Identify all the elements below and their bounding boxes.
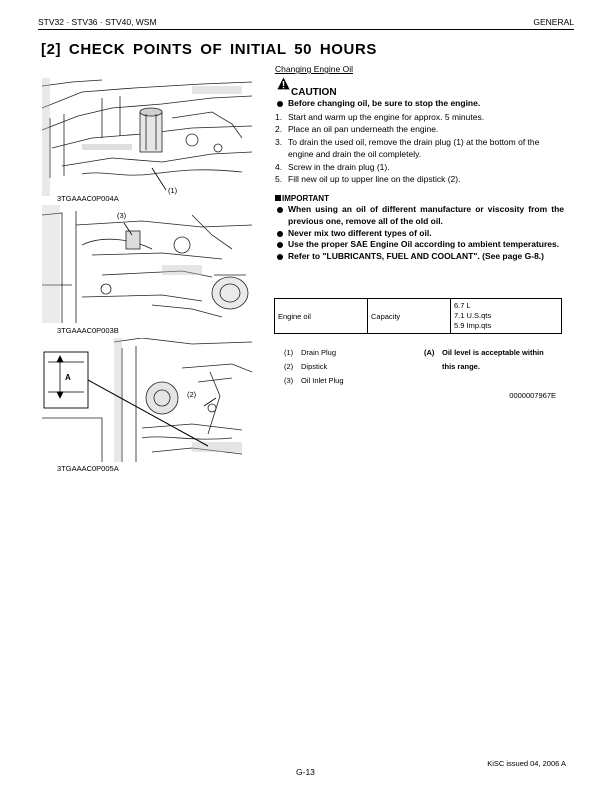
step-item xyxy=(275,123,564,135)
important-item-text: Never mix two different types of oil. xyxy=(288,227,432,238)
table-cell-item: Engine oil xyxy=(275,299,368,334)
header-models: STV32 · STV36 · STV40, WSM xyxy=(38,17,157,27)
important-item xyxy=(275,204,564,228)
header-section: GENERAL xyxy=(533,17,574,27)
steps-list xyxy=(275,111,564,185)
caution-item-text: Before changing oil, be sure to stop the engine. xyxy=(288,98,481,108)
figure-callout-3: (3) xyxy=(117,211,127,220)
figure-oil-inlet-plug xyxy=(42,205,252,323)
important-item xyxy=(275,251,564,263)
subheading: Changing Engine Oil xyxy=(275,64,353,74)
step-item xyxy=(275,161,564,173)
caution-item xyxy=(275,98,564,109)
caution-list xyxy=(275,98,564,109)
step-item xyxy=(275,136,564,161)
step-number: 1. xyxy=(275,112,283,122)
important-item xyxy=(275,228,564,240)
bullet-icon xyxy=(277,207,283,213)
document-code: 0000007967E xyxy=(509,391,556,400)
table-cell-values xyxy=(451,299,562,334)
figure-drain-plug xyxy=(42,78,252,196)
legend-number: (2) xyxy=(284,362,294,371)
bullet-icon xyxy=(277,254,283,260)
step-number: 2. xyxy=(275,124,283,135)
step-number: 5. xyxy=(275,174,283,185)
step-text: Screw in the drain plug (1). xyxy=(288,161,390,172)
important-item xyxy=(275,239,564,251)
bullet-icon xyxy=(277,231,283,237)
figure-id-3: 3TGAAAC0P005A xyxy=(57,464,119,473)
legend-item xyxy=(284,346,344,360)
capacity-imp-qts: 5.9 Imp.qts xyxy=(454,321,492,330)
step-text: To drain the used oil, remove the drain plug (1) at the bottom of the engine and drain the oil completely. xyxy=(288,136,540,160)
table-row xyxy=(275,299,562,334)
important-item-text: When using an oil of different manufacture or viscosity from the previous one, remove all of the old oil. xyxy=(288,204,564,226)
legend-text: Drain Plug xyxy=(301,348,337,357)
step-text: Place an oil pan underneath the engine. xyxy=(288,124,439,135)
figure-callout-1: (1) xyxy=(168,186,178,195)
legend-note-text: this range. xyxy=(442,362,480,371)
legend-item xyxy=(284,360,344,374)
legend-text: Dipstick xyxy=(301,362,328,371)
legend-item xyxy=(284,374,344,388)
important-item-text: Use the proper SAE Engine Oil according to ambient temperatures. xyxy=(288,239,560,250)
legend-note-line xyxy=(424,360,544,374)
caution-title: CAUTION xyxy=(291,87,337,98)
bullet-icon xyxy=(277,242,283,248)
square-icon xyxy=(275,195,281,201)
legend-list xyxy=(284,346,344,388)
legend-note-text: Oil level is acceptable within xyxy=(442,348,544,357)
capacity-table xyxy=(274,298,562,334)
important-title: IMPORTANT xyxy=(282,194,329,203)
legend-note-number: (A) xyxy=(424,348,435,357)
legend-text: Oil Inlet Plug xyxy=(301,376,344,385)
step-number: 4. xyxy=(275,161,283,172)
legend-number: (3) xyxy=(284,376,294,385)
important-list xyxy=(275,204,564,263)
step-number: 3. xyxy=(275,136,283,147)
warning-icon xyxy=(277,77,290,90)
step-text: Start and warm up the engine for approx. 5 minutes. xyxy=(288,112,485,122)
important-heading xyxy=(275,194,329,203)
figure-callout-a: A xyxy=(65,373,71,382)
capacity-us-qts: 7.1 U.S.qts xyxy=(454,311,492,320)
page-number: G-13 xyxy=(296,767,315,777)
section-title: [2] CHECK POINTS OF INITIAL 50 HOURS xyxy=(41,41,378,58)
legend-note-line xyxy=(424,346,544,360)
legend-number: (1) xyxy=(284,348,294,357)
figure-callout-2: (2) xyxy=(187,390,197,399)
figure-dipstick xyxy=(42,338,252,462)
legend-note xyxy=(424,346,544,374)
figure-id-2: 3TGAAAC0P003B xyxy=(57,326,119,335)
step-text: Fill new oil up to upper line on the dipstick (2). xyxy=(288,174,461,185)
capacity-liters: 6.7 L xyxy=(454,301,471,310)
header-rule xyxy=(38,29,574,30)
bullet-icon xyxy=(277,101,283,107)
step-item xyxy=(275,173,564,185)
table-cell-label: Capacity xyxy=(368,299,451,334)
footer-issued: KiSC issued 04, 2006 A xyxy=(487,759,566,768)
step-item xyxy=(275,111,564,123)
figure-id-1: 3TGAAAC0P004A xyxy=(57,194,119,203)
important-item-text: Refer to "LUBRICANTS, FUEL AND COOLANT". (See page G-8.) xyxy=(288,251,544,262)
